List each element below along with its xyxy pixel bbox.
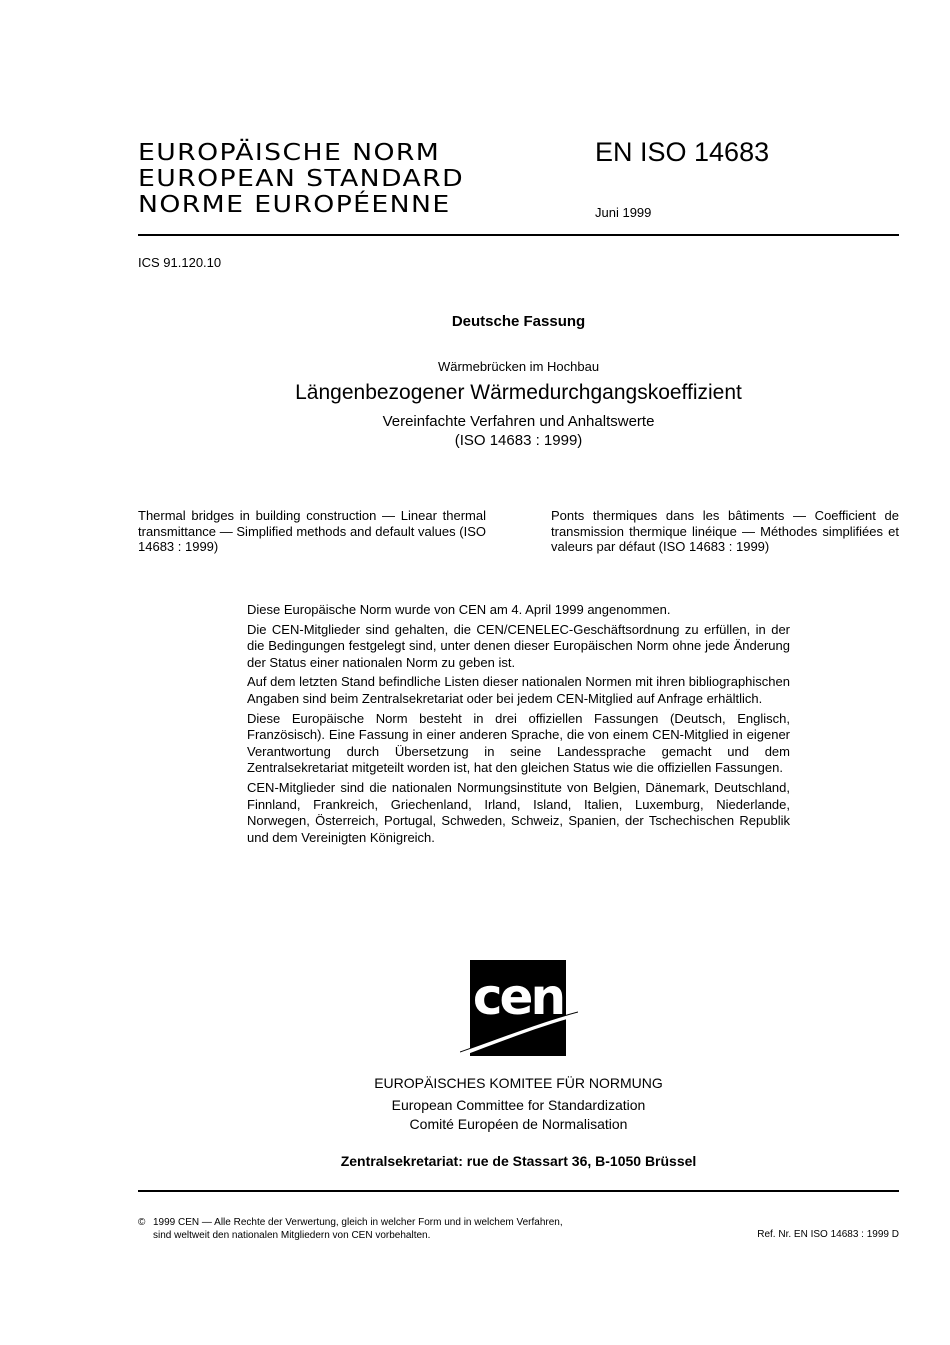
body-paragraph: Diese Europäische Norm besteht in drei offiziellen Fassungen (Deutsch, Englisch, Französisch). Eine Fassung in einer anderen Sprache, die von einem CEN-Mitglied in eigener Verantwortung durch Übersetzung in seine Landessprache gemacht und dem Zentralsekretariat mitgeteilt worden ist, hat den gleichen Status wie die offiziellen Fassungen. [247,710,790,776]
main-title: Längenbezogener Wärmedurchgangskoeffizient [295,381,742,404]
sub-title-line-2: (ISO 14683 : 1999) [454,432,583,449]
adoption-notice [247,602,790,849]
title-english: Thermal bridges in building construction — Linear thermal transmittance — Simplified methods and default values (ISO 14683 : 1999) [138,508,486,554]
standard-number: EN ISO 14683 [595,137,770,167]
body-paragraph: Diese Europäische Norm wurde von CEN am 4. April 1999 angenommen. [247,602,671,617]
title-subject: Wärmebrücken im Hochbau [437,359,600,374]
ics-code: ICS 91.120.10 [138,255,222,270]
sub-title-line-1: Vereinfachte Verfahren und Anhaltswerte [382,413,655,430]
copyright-line-2: sind weltweit den nationalen Mitgliedern von CEN vorbehalten. [153,1230,431,1241]
copyright-symbol: © [138,1217,146,1228]
standard-type-fr: NORME EUROPÉENNE [138,192,451,218]
body-paragraph: Auf dem letzten Stand befindliche Listen dieser nationalen Normen mit ihren bibliographischen Angaben sind beim Zentralsekretariat oder bei jedem CEN-Mitglied auf Anfrage erhältlich. [247,674,790,706]
copyright-notice [138,1216,563,1242]
standard-type-de: EUROPÄISCHE NORM [138,140,441,166]
standard-type-en: EUROPEAN STANDARD [138,166,465,192]
title-french: Ponts thermiques dans les bâtiments — Coefficient de transmission thermique linéique — Méthodes simplifiées et valeurs par défaut (ISO 14683 : 1999) [551,508,899,554]
secretariat-address: Zentralsekretariat: rue de Stassart 36, B-1050 Brüssel [340,1153,697,1169]
body-paragraph: CEN-Mitglieder sind die nationalen Normungsinstitute von Belgien, Dänemark, Deutschland, Finnland, Frankreich, Griechenland, Irland, Island, Italien, Luxemburg, Niederlande, Norwegen, Österreich, Portugal, Schweden, Schweiz, Spanien, der Tschechischen Republik und dem Vereinigten Königreich. [247,779,790,845]
standard-type-block [138,140,518,218]
version-label: Deutsche Fassung [451,313,586,330]
cen-logo-icon [460,960,578,1058]
publication-date: Juni 1999 [595,205,652,220]
copyright-line-1: 1999 CEN — Alle Rechte der Verwertung, gleich in welcher Form und in welchem Verfahren, [153,1217,563,1228]
reference-number: Ref. Nr. EN ISO 14683 : 1999 D [757,1229,899,1240]
committee-name-en: European Committee for Standardization [391,1097,646,1113]
sub-title [138,412,899,450]
logo-text: cen [472,968,564,1026]
footer-divider [138,1190,899,1192]
committee-name-de: EUROPÄISCHES KOMITEE FÜR NORMUNG [374,1075,663,1091]
committee-name-fr: Comité Européen de Normalisation [409,1116,628,1132]
body-paragraph: Die CEN-Mitglieder sind gehalten, die CEN/CENELEC-Geschäftsordnung zu erfüllen, in der die Bedingungen festgelegt sind, unter denen dieser Europäischen Norm ohne jede Änderung der Status einer nationalen Norm zu geben ist. [247,621,790,670]
header-divider [138,234,899,236]
